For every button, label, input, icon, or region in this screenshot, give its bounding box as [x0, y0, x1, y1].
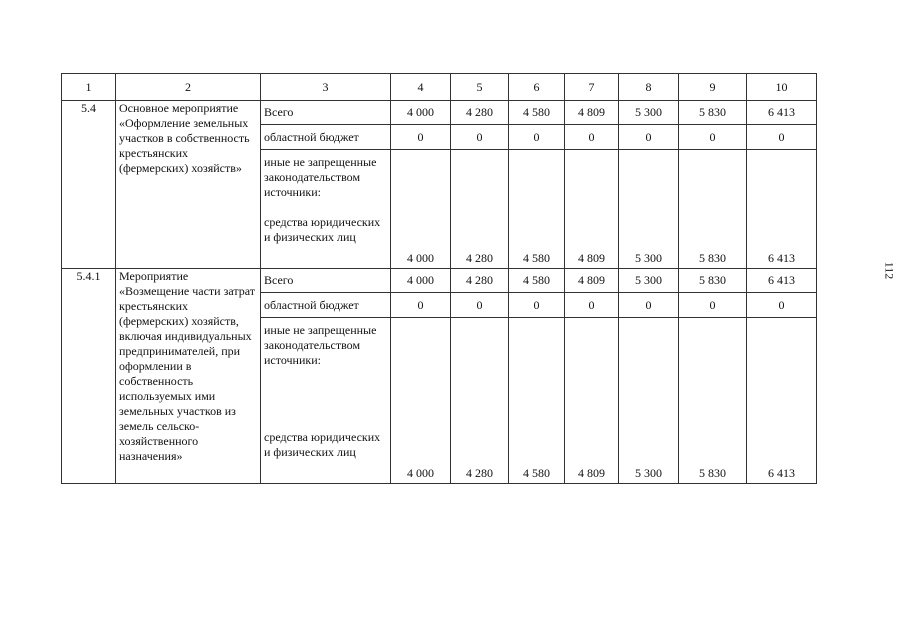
- value-cell: 0: [391, 293, 451, 318]
- header-cell: 9: [679, 74, 747, 101]
- value-cell: 0: [679, 293, 747, 318]
- value-cell: 4 000: [391, 150, 451, 269]
- value-cell: 0: [679, 125, 747, 150]
- value-cell: 5 830: [679, 101, 747, 125]
- value-cell: 4 280: [451, 318, 509, 484]
- value-cell: 0: [747, 293, 817, 318]
- source-label: Всего: [261, 269, 391, 293]
- other-sources-label: иные не запрещенные законодательством источники:: [264, 155, 377, 199]
- value-cell: 0: [451, 125, 509, 150]
- source-label: областной бюджет: [261, 293, 391, 318]
- value-cell: 4 000: [391, 269, 451, 293]
- value-cell: 5 300: [619, 269, 679, 293]
- value-cell: 0: [565, 293, 619, 318]
- spacer: [264, 200, 387, 215]
- value-cell: 6 413: [747, 150, 817, 269]
- value-cell: 4 809: [565, 269, 619, 293]
- legal-sources-label: средства юридических и физических лиц: [264, 430, 381, 459]
- item-code: 5.4.1: [62, 269, 116, 484]
- value-cell: 5 830: [679, 318, 747, 484]
- spacer: [264, 368, 387, 430]
- header-cell: 8: [619, 74, 679, 101]
- value-cell: 4 280: [451, 150, 509, 269]
- value-cell: 4 809: [565, 150, 619, 269]
- source-label-group: [261, 150, 391, 269]
- value-cell: 0: [747, 125, 817, 150]
- value-cell: 0: [619, 125, 679, 150]
- value-cell: 5 830: [679, 150, 747, 269]
- value-cell: 4 000: [391, 318, 451, 484]
- header-cell: 2: [116, 74, 261, 101]
- budget-table: [61, 73, 817, 484]
- source-label-group: [261, 318, 391, 484]
- value-cell: 6 413: [747, 269, 817, 293]
- value-cell: 4 000: [391, 101, 451, 125]
- value-cell: 0: [619, 293, 679, 318]
- value-cell: 5 300: [619, 318, 679, 484]
- value-cell: 0: [565, 125, 619, 150]
- value-cell: 0: [451, 293, 509, 318]
- page-number: 112: [882, 261, 897, 280]
- value-cell: 0: [391, 125, 451, 150]
- header-cell: 1: [62, 74, 116, 101]
- item-name: Мероприятие «Возмещение части затрат крестьянских (фермерских) хозяйств, включая индивидуальных предпринимателей, при оформлении в собственность используемых ими земельных участков из земель сельско-хозяйственного назначения»: [116, 269, 261, 484]
- value-cell: 6 413: [747, 318, 817, 484]
- value-cell: 5 300: [619, 150, 679, 269]
- header-cell: 10: [747, 74, 817, 101]
- value-cell: 4 580: [509, 318, 565, 484]
- value-cell: 6 413: [747, 101, 817, 125]
- header-row: [62, 74, 817, 101]
- table-row: [62, 101, 817, 125]
- value-cell: 5 830: [679, 269, 747, 293]
- value-cell: 4 280: [451, 101, 509, 125]
- value-cell: 4 580: [509, 101, 565, 125]
- header-cell: 3: [261, 74, 391, 101]
- item-code: 5.4: [62, 101, 116, 269]
- header-cell: 6: [509, 74, 565, 101]
- source-label: областной бюджет: [261, 125, 391, 150]
- header-cell: 7: [565, 74, 619, 101]
- legal-sources-label: средства юридических и физических лиц: [264, 215, 381, 244]
- item-name: Основное мероприятие «Оформление земельных участков в собственность крестьянских (фермерских) хозяйств»: [116, 101, 261, 269]
- value-cell: 4 580: [509, 269, 565, 293]
- header-cell: 5: [451, 74, 509, 101]
- value-cell: 0: [509, 125, 565, 150]
- value-cell: 4 280: [451, 269, 509, 293]
- value-cell: 4 809: [565, 318, 619, 484]
- value-cell: 4 809: [565, 101, 619, 125]
- value-cell: 5 300: [619, 101, 679, 125]
- value-cell: 4 580: [509, 150, 565, 269]
- header-cell: 4: [391, 74, 451, 101]
- source-label: Всего: [261, 101, 391, 125]
- other-sources-label: иные не запрещенные законодательством источники:: [264, 323, 377, 367]
- value-cell: 0: [509, 293, 565, 318]
- table-row: [62, 269, 817, 293]
